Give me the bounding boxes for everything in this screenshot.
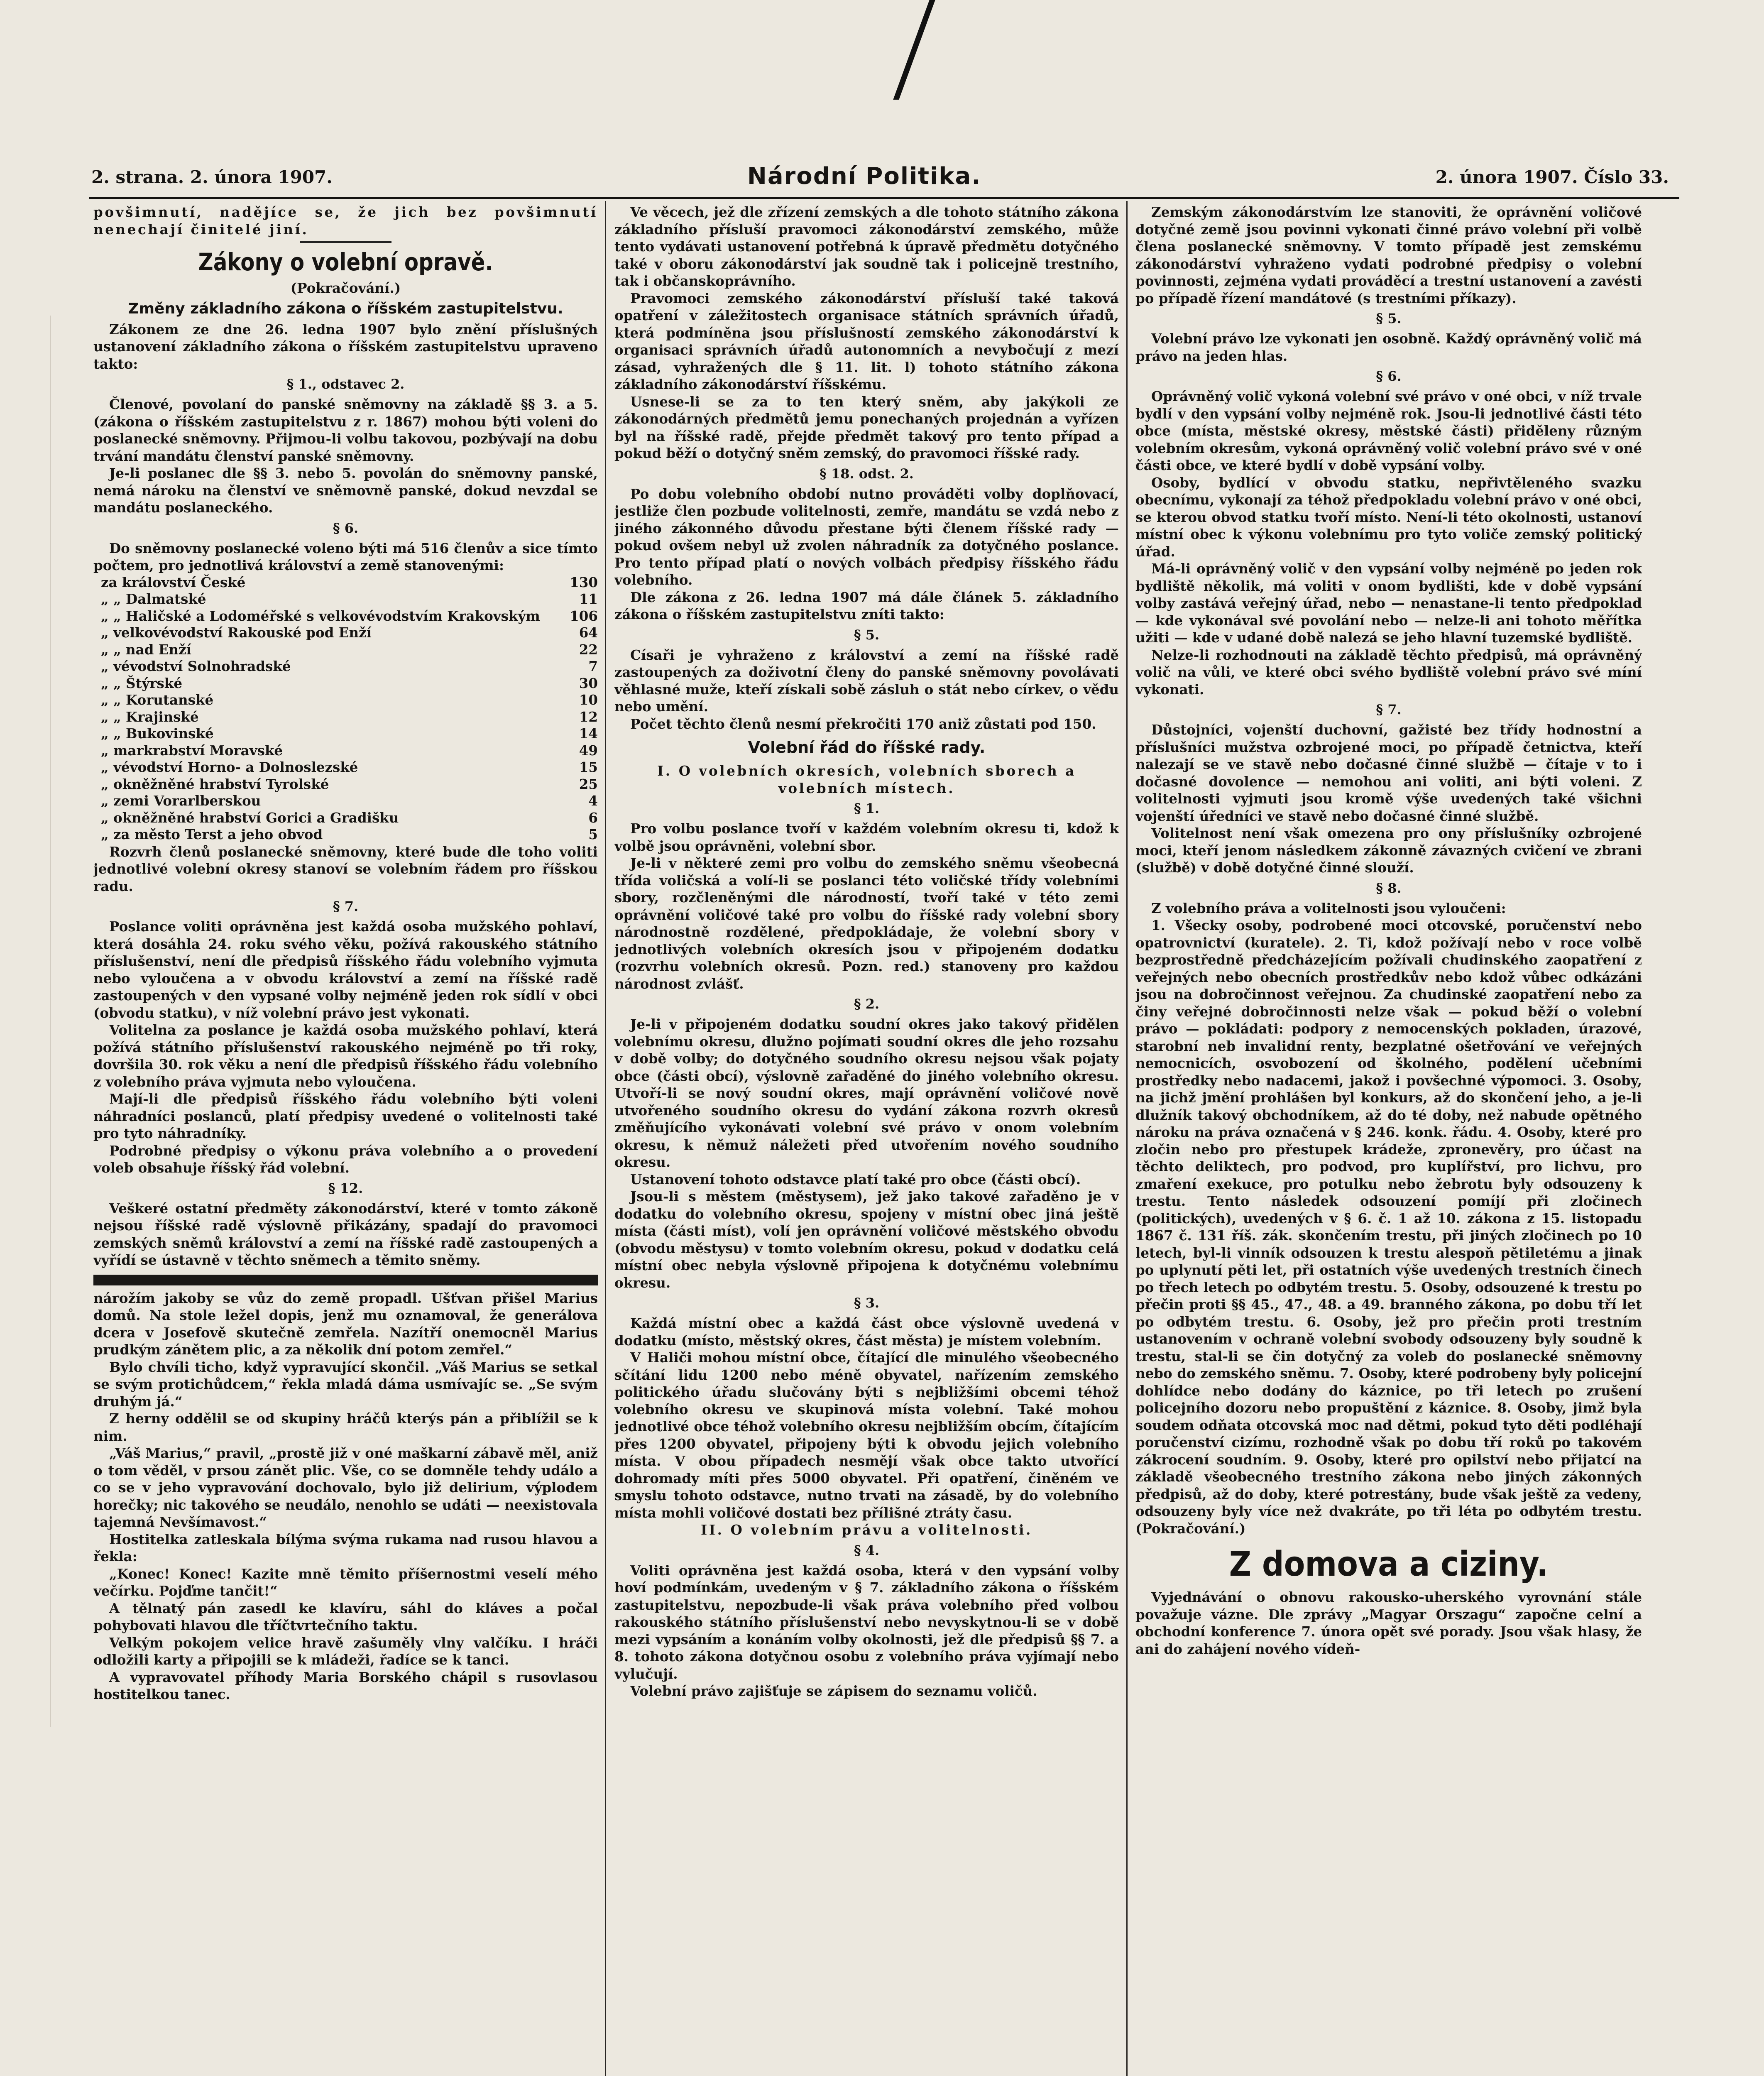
feuilleton-paragraph: Velkým pokojem velice hravě zašuměly vlny valčíku. I hráči odložili karty a připojili se k mládeži, řadíce se k tanci. <box>93 1634 598 1668</box>
paragraph: 1. Všecky osoby, podrobené moci otcovské, poručenství nebo opatrovnictví (kuratele). 2. Ti, kdož požívají nebo v roce volbě bezprostředně předcházejícím požívali chudinského zaopatření z veřejných nebo obecních prostředkův nebo kdož vůbec odkázáni jsou na dobročinnost veřejnou. Za chudinské zaopatření nebo za činy veřejné dobročinnosti nelze však — pokud běží o volební právo — pokládati: podpory z nemocenských pokladen, úrazové, starobní neb invalidní renty, bezplatné ošetřování ve veřejných nemocnicích, osvobození od školného, podělení učebními prostředky nebo nadacemi, jakož i povšechné výpomoci. 3. Osoby, na jichž jmění prohlášen byl konkurs, až do skončení jeho, a je-li dlužník takový obchodníkem, až do té doby, než nabude opětného nároku na práva označená v § 246. konk. řádu. 4. Osoby, které pro zločin nebo pro přestupek krádeže, zpronevěry, pro účast na těchto deliktech, pro podvod, pro kuplířství, pro lichvu, pro zmaření exekuce, pro potulku nebo žebrotu byly odsouzeny k trestu. Tento následek odsouzení pomíjí při zločinech (politických), uvedených v § 6. č. 1 až 10. zákona z 15. listopadu 1867 č. 131 říš. zák. skončením trestu, při jiných zločinech po 10 letech, byl-li vinník odsouzen k trestu alespoň pětiletému a jinak po uplynutí pěti let, při ostatních výše uvedených trestních činech po třech letech po odbytém trestu. 5. Osoby, odsouzené k trestu po přečin proti §§ 45., 47., 48. a 49. branného zákona, po dobu tří let po odbytém trestu. 6. Osoby, jež pro přečin proti trestním ustanovením v ochraně volební svobody odsouzeny byly soudně k trestu, stal-li se čin dotyčný za voleb do poslanecké sněmovny nebo do zemského sněmu. 7. Osoby, které podrobeny byly policejní dohlídce nebo dodány do káznice, po tři letech po zrušení policejního dozoru nebo propuštění z káznice. 8. Osoby, jimž byla soudem odňata otcovská moc nad dětmi, pokud tyto děti podléhají poručenství cizímu, rozhodně však po dobu tří roků po takovém zákrocení soudním. 9. Osoby, které pro opilství nebo přijatcí na základě všeobecného trestního zákona nebo jiných zákonných předpisů, až do doby, které potrestány, bude však ještě za vedeny, odsouzeny byly více než dvakráte, po tři léta po odbytém trestu. (Pokračování.) <box>1135 917 1642 1537</box>
paragraph: Usnese-li se za to ten který sněm, aby jakýkoli ze zákonodárných předmětů jemu ponechaných projednán a vyřízen byl na říšské radě, přejde předmět takový pro tento případ a pokud běží o dotyčný sněm zemský, do pravomoci říšské rady. <box>614 393 1119 461</box>
paragraph: Ustanovení tohoto odstavce platí také pro obce (části obcí). <box>630 1171 1081 1187</box>
paper-edge-shadow <box>50 316 51 1727</box>
seat-table-row <box>93 759 598 776</box>
paragraph: Je-li v připojeném dodatku soudní okres jako takový přidělen volebnímu okresu, dlužno pojímati soudní okres dle jeho rozsahu v době volby; do dotyčného soudního okresu nejsou však pojaty obce (části obcí), výslovně zařaděné do jiného volebního okresu. Utvoří-li se nový soudní okres, mají oprávnění voličové nově utvořeného soudního okresu do vydání zákona rozvrh okresů změňujícího vykonávati volební své právo v onom volebním okresu, k němuž náležeti před utvořením nového soudního okresu. <box>614 1016 1119 1170</box>
continuation-note: (Pokračování.) <box>290 280 401 296</box>
section-heading: § 18. odst. 2. <box>820 465 914 482</box>
seat-count: 106 <box>570 607 598 624</box>
paragraph: Rozvrh členů poslanecké sněmovny, které bude dle toho voliti jednotlivé volební okresy stanoví se volebním řádem pro říšskou radu. <box>93 843 598 894</box>
seat-table-row <box>93 608 598 625</box>
section-heading: § 2. <box>854 996 880 1012</box>
seat-count: 10 <box>579 692 598 708</box>
feuilleton-paragraph: nárožím jakoby se vůz do země propadl. Ušťvan přišel Marius domů. Na stole ležel dopis, jenž mu oznamoval, že generálova dcera v Josefově skutečně zemřela. Nazítří onemocněl Marius prudkým zánětem plic, a za několik dní potom zemřel.“ <box>93 1290 598 1358</box>
seat-count: 15 <box>579 759 598 775</box>
seat-region-label: „ „ Bukovinské <box>101 725 214 742</box>
paragraph: Zákonem ze dne 26. ledna 1907 bylo znění příslušných ustanovení základního zákona o říšském zastupitelstvu upraveno takto: <box>93 321 598 372</box>
header-rule <box>89 197 1679 199</box>
seat-table-row <box>93 574 598 591</box>
column-3 <box>1135 203 1642 2076</box>
paragraph: Ve věcech, jež dle zřízení zemských a dle tohoto státního zákona základního přísluší pravomoci zákonodárství zemského, může tento vydávati ustanovení potřebná k úpravě předmětu dotyčného také v oboru zákonodárství jak soudně tak i policejně trestního, tak i občanskoprávního. <box>614 204 1119 289</box>
header-right: 2. února 1907. Číslo 33. <box>1435 167 1669 187</box>
section-heading: § 5. <box>1376 311 1402 326</box>
seat-count: 64 <box>579 624 598 641</box>
seat-table-row <box>93 692 598 709</box>
seat-count: 14 <box>579 725 598 742</box>
seat-region-label: „ okněžněné hrabství Gorici a Gradišku <box>101 809 399 826</box>
paragraph: Oprávněný volič vykoná volební své právo v oné obci, v níž trvale bydlí v den vypsání volby nejméně rok. Jsou-li jednotlivé části této obce (místa, městské okresy, městské části) přiděleny různým volebním okresům, vykoná oprávněný volič volební právo své v oné části obce, ve které bydlí v době vypsání volby. <box>1135 388 1642 473</box>
seat-count: 11 <box>579 591 598 607</box>
seat-region-label: „ velkovévodství Rakouské pod Enží <box>101 624 372 641</box>
column-1 <box>93 203 598 2076</box>
seat-count: 25 <box>579 776 598 792</box>
paragraph: Dle zákona z 26. ledna 1907 má dále článek 5. základního zákona o říšském zastupitelstvu zníti takto: <box>614 589 1119 622</box>
paragraph: Mají-li dle předpisů říšského řádu volebního býti voleni náhradníci poslanců, platí předpisy uvedené o volitelnosti také pro tyto náhradníky. <box>93 1091 598 1141</box>
seat-count: 12 <box>579 708 598 725</box>
paragraph: Členové, povolaní do panské sněmovny na základě §§ 3. a 5. (zákona o říšském zastupitelstvu z r. 1867) mohou býti voleni do poslanecké sněmovny. Přijmou-li volbu takovou, pozbývají na dobu trvání mandátu členství panské sněmovny. <box>93 396 598 464</box>
seat-table-row <box>93 776 598 793</box>
seat-region-label: „ „ Štýrské <box>101 675 182 691</box>
seat-region-label: „ vévodství Solnohradské <box>101 658 291 674</box>
seat-table-row <box>93 742 598 759</box>
seat-table-row <box>93 826 598 843</box>
paragraph: Do sněmovny poslanecké voleno býti má 516 členův a sice tímto počtem, pro jednotlivá království a země stanovenými: <box>93 540 598 573</box>
seat-table-row <box>93 591 598 608</box>
column-divider <box>1126 201 1128 2076</box>
seat-table-row <box>93 658 598 675</box>
feuilleton-paragraph: Hostitelka zatleskala bílýma svýma rukama nad rusou hlavou a řekla: <box>93 1531 598 1564</box>
section-title: Volební řád do říšské rady. <box>748 738 986 756</box>
paper-fold-mark <box>893 0 935 100</box>
paragraph: Voliti oprávněna jest každá osoba, která v den vypsání volby hoví podmínkám, uvedeným v § 7. základního zákona o říšském zastupitelstvu, nepozbude-li však práva volebního před volbou rakouského státního příslušenství nebo nevyskytnou-li se v době mezi vypsáním a konáním volby okolnosti, jež dle předpisů §§ 7. a 8. tohoto zákona dotyčnou osobu z volebního práva vyjímají nebo vylučují. <box>614 1562 1119 1682</box>
paragraph: Poslance voliti oprávněna jest každá osoba mužského pohlaví, která dosáhla 24. roku svého věku, požívá rakouského státního příslušenství, není dle předpisů říšského řádu volebního vyjmuta nebo vyloučena a v obvodu království a zemí na říšské radě zastoupených v den vypsané volby nejméně jeden rok sídlí v obci (obvodu statku), v níž volební právo jest vykonati. <box>93 918 598 1021</box>
news-section-title: Z domova a ciziny. <box>1229 1545 1549 1584</box>
paragraph: Osoby, bydlící v obvodu statku, nepřivtěleného svazku obecnímu, vykonají za téhož předpokladu volební právo v oné obci, se kterou obvod statku tvoří místo. Není-li této okolnosti, ustanoví místní obec k výkonu volebnímu pro tyto voliče zemský politický úřad. <box>1135 474 1642 560</box>
feuilleton-divider <box>93 1275 598 1285</box>
intro-text: povšimnutí, nadějíce se, že jich bez povšimnutí nenechají činitelé jiní. <box>93 204 598 237</box>
paragraph: Je-li poslanec dle §§ 3. nebo 5. povolán do sněmovny panské, nemá nároku na členství ve sněmovně panské, dokud nevzdal se mandátu poslaneckého. <box>93 465 598 516</box>
section-heading: § 7. <box>1376 702 1402 717</box>
paragraph: Pro volbu poslance tvoří v každém volebním okresu ti, kdož k volbě jsou oprávněni, volební sbor. <box>614 820 1119 854</box>
feuilleton-paragraph: A vypravovatel příhody Maria Borského chápil s rusovlasou hostitelkou tanec. <box>93 1669 598 1702</box>
page-header <box>91 163 1669 196</box>
section-heading: § 12. <box>328 1180 363 1196</box>
section-heading: § 8. <box>1376 880 1402 896</box>
seat-table-row <box>93 709 598 726</box>
seat-region-label: „ „ Dalmatské <box>101 591 206 607</box>
short-rule <box>300 241 391 243</box>
paragraph: Každá místní obec a každá část obce výslovně uvedená v dodatku (místo, městský okres, část města) je místem volebním. <box>614 1315 1119 1349</box>
paragraph: Volitelnost není však omezena pro ony příslušníky ozbrojené moci, kteří jenom následkem zákonně závazných cvičení ve zbrani (službě) v době dotyčné činné slouží. <box>1135 825 1642 876</box>
seat-count: 5 <box>588 826 598 842</box>
paragraph: Podrobné předpisy o výkonu práva volebního a o provedení voleb obsahuje říšský řád volební. <box>93 1142 598 1176</box>
seat-table-row <box>93 675 598 692</box>
paragraph: Má-li oprávněný volič v den vypsání volby nejméně po jeden rok bydliště několik, má voliti v onom bydlišti, kde v době vypsání volby zastává veřejný úřad, nebo — nenastane-li tento předpoklad — kde vykonával své povolání nebo — nelze-li ani tohoto měřítka užiti — kde v udané době nalezá se jeho hlavní tuzemské bydliště. <box>1135 561 1642 646</box>
feuilleton-paragraph: A tělnatý pán zasedl ke klavíru, sáhl do kláves a počal pohybovati hlavou dle tříčtvrtečního taktu. <box>93 1600 598 1633</box>
seat-region-label: za království České <box>101 574 246 590</box>
section-heading: § 4. <box>854 1542 880 1558</box>
seat-table-row <box>93 641 598 659</box>
seat-region-label: „ okněžněné hrabství Tyrolské <box>101 776 329 792</box>
feuilleton-paragraph: Z herny oddělil se od skupiny hráčů kterýs pán a přiblížil se k nim. <box>93 1410 598 1444</box>
paragraph: Volební právo lze vykonati jen osobně. Každý oprávněný volič má právo na jeden hlas. <box>1135 330 1642 364</box>
paragraph: Pravomoci zemského zákonodárství přísluší také taková opatření v záležitostech organisace státních správních úřadů, která podmíněna jsou příslušností zemského zákonodárství k organisaci správních úřadů autonomních a nevybočují z mezí zásad, vyhražených dle § 11. lit. l) tohoto státního zákona základního zákonodárství říšskému. <box>614 290 1119 392</box>
seat-allocation-table <box>93 574 598 843</box>
paragraph: Císaři je vyhraženo z království a zemí na říšské radě zastoupených za doživotní členy do panské sněmovny povolávati věhlasné muže, kteří získali sobě zásluh o stát nebo církev, o vědu nebo umění. <box>614 646 1119 715</box>
section-heading: § 3. <box>854 1295 880 1311</box>
part-heading: II. O volebním právu a volitelnosti. <box>701 1522 1032 1538</box>
article-subtitle: Změny základního zákona o říšském zastupitelstvu. <box>128 300 563 317</box>
feuilleton-paragraph: „Váš Marius,“ pravil, „prostě již v oné maškarní zábavě měl, aniž o tom věděl, v prsou zánět plic. Vše, co se domněle tehdy událo a co se v jeho vypravování dochovalo, bylo již delirium, výplodem horečky; nic takového se neudálo, nenohlo se udáti — neexistovala tajemná Nevšímavost.“ <box>93 1445 598 1530</box>
seat-table-row <box>93 810 598 827</box>
seat-table-row <box>93 793 598 810</box>
paragraph: Po dobu volebního období nutno prováděti volby doplňovací, jestliže člen pozbude volitelnosti, zemře, mandátu se vzdá nebo z jiného zákonného důvodu přestane býti členem říšské rady — pokud ovšem nebyl už zvolen náhradník za dotyčného poslance. Pro tento případ platí o nových volbách předpisy říšského řádu volebního. <box>614 485 1119 588</box>
part-heading: I. O volebních okresích, volebních sborech a volebních místech. <box>657 763 1076 796</box>
seat-region-label: „ „ Korutanské <box>101 692 214 708</box>
paragraph: Zemským zákonodárstvím lze stanoviti, že oprávnění voličové dotyčné země jsou povinni vykonati činné právo volební při volbě člena poslanecké sněmovny. V tomto případě jest zemskému zákonodárství vyhraženo vydati podrobné předpisy o volební povinnosti, zejména vydati prováděcí a trestní ustanovení a zavésti po případě řízení mandátové (s trestními příkazy). <box>1135 204 1642 306</box>
seat-table-row <box>93 624 598 641</box>
section-heading: § 5. <box>854 627 880 643</box>
paragraph: Z volebního práva a volitelnosti jsou vyloučeni: <box>1151 900 1506 916</box>
section-heading: § 7. <box>333 898 359 914</box>
seat-count: 7 <box>588 658 598 674</box>
section-heading: § 1., odstavec 2. <box>286 376 405 392</box>
seat-count: 22 <box>579 641 598 658</box>
paragraph: V Haliči mohou místní obce, čítající dle minulého všeobecného sčítání lidu 1200 nebo méně obyvatel, nařízením zemského politického úřadu slučovány býti s nejbližšími obcemi téhož volebního okresu ve skupinová místa volební. Také mohou jednotlivé obce téhož volebního okresu nejbližším obcím, čítajícím přes 1200 obyvatel, připojeny býti k obvodu jejich volebního místa. V obou případech nesmějí však obce takto utvořící dohromady míti přes 5000 obyvatel. Při opatření, činěném ve smyslu tohoto odstavce, nutno trvati na zásadě, by do volebního místa mohli voličové dostati bez přílišné ztráty času. <box>614 1349 1119 1521</box>
seat-region-label: „ „ Krajinské <box>101 708 199 725</box>
seat-table-row <box>93 725 598 742</box>
paragraph: Volební právo zajišťuje se zápisem do seznamu voličů. <box>630 1683 1037 1699</box>
seat-region-label: „ „ Haličské a Lodoméřské s velkovévodstvím Krakovským <box>101 607 540 624</box>
seat-count: 49 <box>579 742 598 759</box>
masthead-title: Národní Politika. <box>747 163 981 190</box>
header-left: 2. strana. 2. února 1907. <box>91 167 333 187</box>
seat-count: 4 <box>588 793 598 809</box>
seat-count: 30 <box>579 675 598 691</box>
paragraph: Volitelna za poslance je každá osoba mužského pohlaví, která požívá státního příslušenství rakouského nejméně po tři roky, dovršila 30. rok věku a není dle předpisů říšského řádu volebního z volebního práva vyjmuta nebo vyloučena. <box>93 1022 598 1090</box>
seat-region-label: „ vévodství Horno- a Dolnoslezské <box>101 759 358 775</box>
paragraph: Nelze-li rozhodnouti na základě těchto předpisů, má oprávněný volič na vůli, ve které obci svého bydliště volební právo své míní vykonati. <box>1135 646 1642 698</box>
seat-region-label: „ „ nad Enží <box>101 641 191 658</box>
seat-region-label: „ zemi Vorarlberskou <box>101 793 261 809</box>
paragraph: Vyjednávání o obnovu rakousko-uherského vyrovnání stále považuje vázne. Dle zprávy „Magyar Orszagu“ započne celní a obchodní konference 7. února opět své porady. Jsou však hlasy, že ani do zahájení nového vídeň- <box>1135 1589 1642 1657</box>
paragraph: Důstojníci, vojenští duchovní, gažisté bez třídy hodnostní a příslušníci mužstva ozbrojené moci, po případě četnictva, kteří nalezají se ve stavě nebo dočasné činné službě — čítaje v to i dočasné dovolence — nemohou ani voliti, ani býti voleni. Z volitelnosti vyjmuti jsou kromě výše uvedených také všichni vojenští úředníci ve stavě nebo dočasné činné službě. <box>1135 722 1642 824</box>
seat-region-label: „ za město Terst a jeho obvod <box>101 826 323 842</box>
article-title: Zákony o volební opravě. <box>198 248 493 276</box>
paragraph: Počet těchto členů nesmí překročiti 170 aniž zůstati pod 150. <box>630 715 1096 732</box>
section-heading: § 1. <box>854 801 880 816</box>
column-2 <box>614 203 1119 2076</box>
paragraph: Jsou-li s městem (městysem), jež jako takové zařaděno je v dodatku do volebního okresu, spojeny v místní obec jiná ještě místa (části míst), volí jen oprávnění voličové městského obvodu (obvodu městysu) v tomto volebním okresu, pokud v dodatku celá místní obec nebyla výslovně připojena k dotyčnému volebnímu okresu. <box>614 1188 1119 1291</box>
seat-count: 6 <box>588 809 598 826</box>
feuilleton-paragraph: „Konec! Konec! Kazite mně těmito příšernostmi veselí mého večírku. Pojďme tančit!“ <box>93 1565 598 1599</box>
seat-region-label: „ markrabství Moravské <box>101 742 283 759</box>
paragraph: Veškeré ostatní předměty zákonodárství, které v tomto zákoně nejsou říšské radě výslovně přikázány, spadají do pravomoci zemských sněmů království a zemí na říšské radě zastoupených a vyřídí se ústavně v těchto sněmech a těmito sněmy. <box>93 1200 598 1268</box>
section-heading: § 6. <box>333 520 359 536</box>
section-heading: § 6. <box>1376 368 1402 384</box>
feuilleton-paragraph: Bylo chvíli ticho, když vypravující skončil. „Váš Marius se setkal se svým protichůdcem,“ řekla mladá dáma usmívajíc se. „Se svým druhým já.“ <box>93 1359 598 1410</box>
column-divider <box>605 201 606 2076</box>
seat-count: 130 <box>570 574 598 590</box>
paragraph: Je-li v některé zemi pro volbu do zemského sněmu všeobecná třída voličská a volí-li se poslanci této voličské třídy volebními sbory, rozčleněnými dle národností, tvoří také v této zemi oprávnění voličové také pro volbu do říšské rady volební sbory národnostně rozdělené, předpokládaje, že volební sbory v jednotlivých volebních okresích jsou v připojeném dodatku (rozvrhu volebních okresů. Pozn. red.) stanoveny pro každou národnost zvlášť. <box>614 855 1119 992</box>
